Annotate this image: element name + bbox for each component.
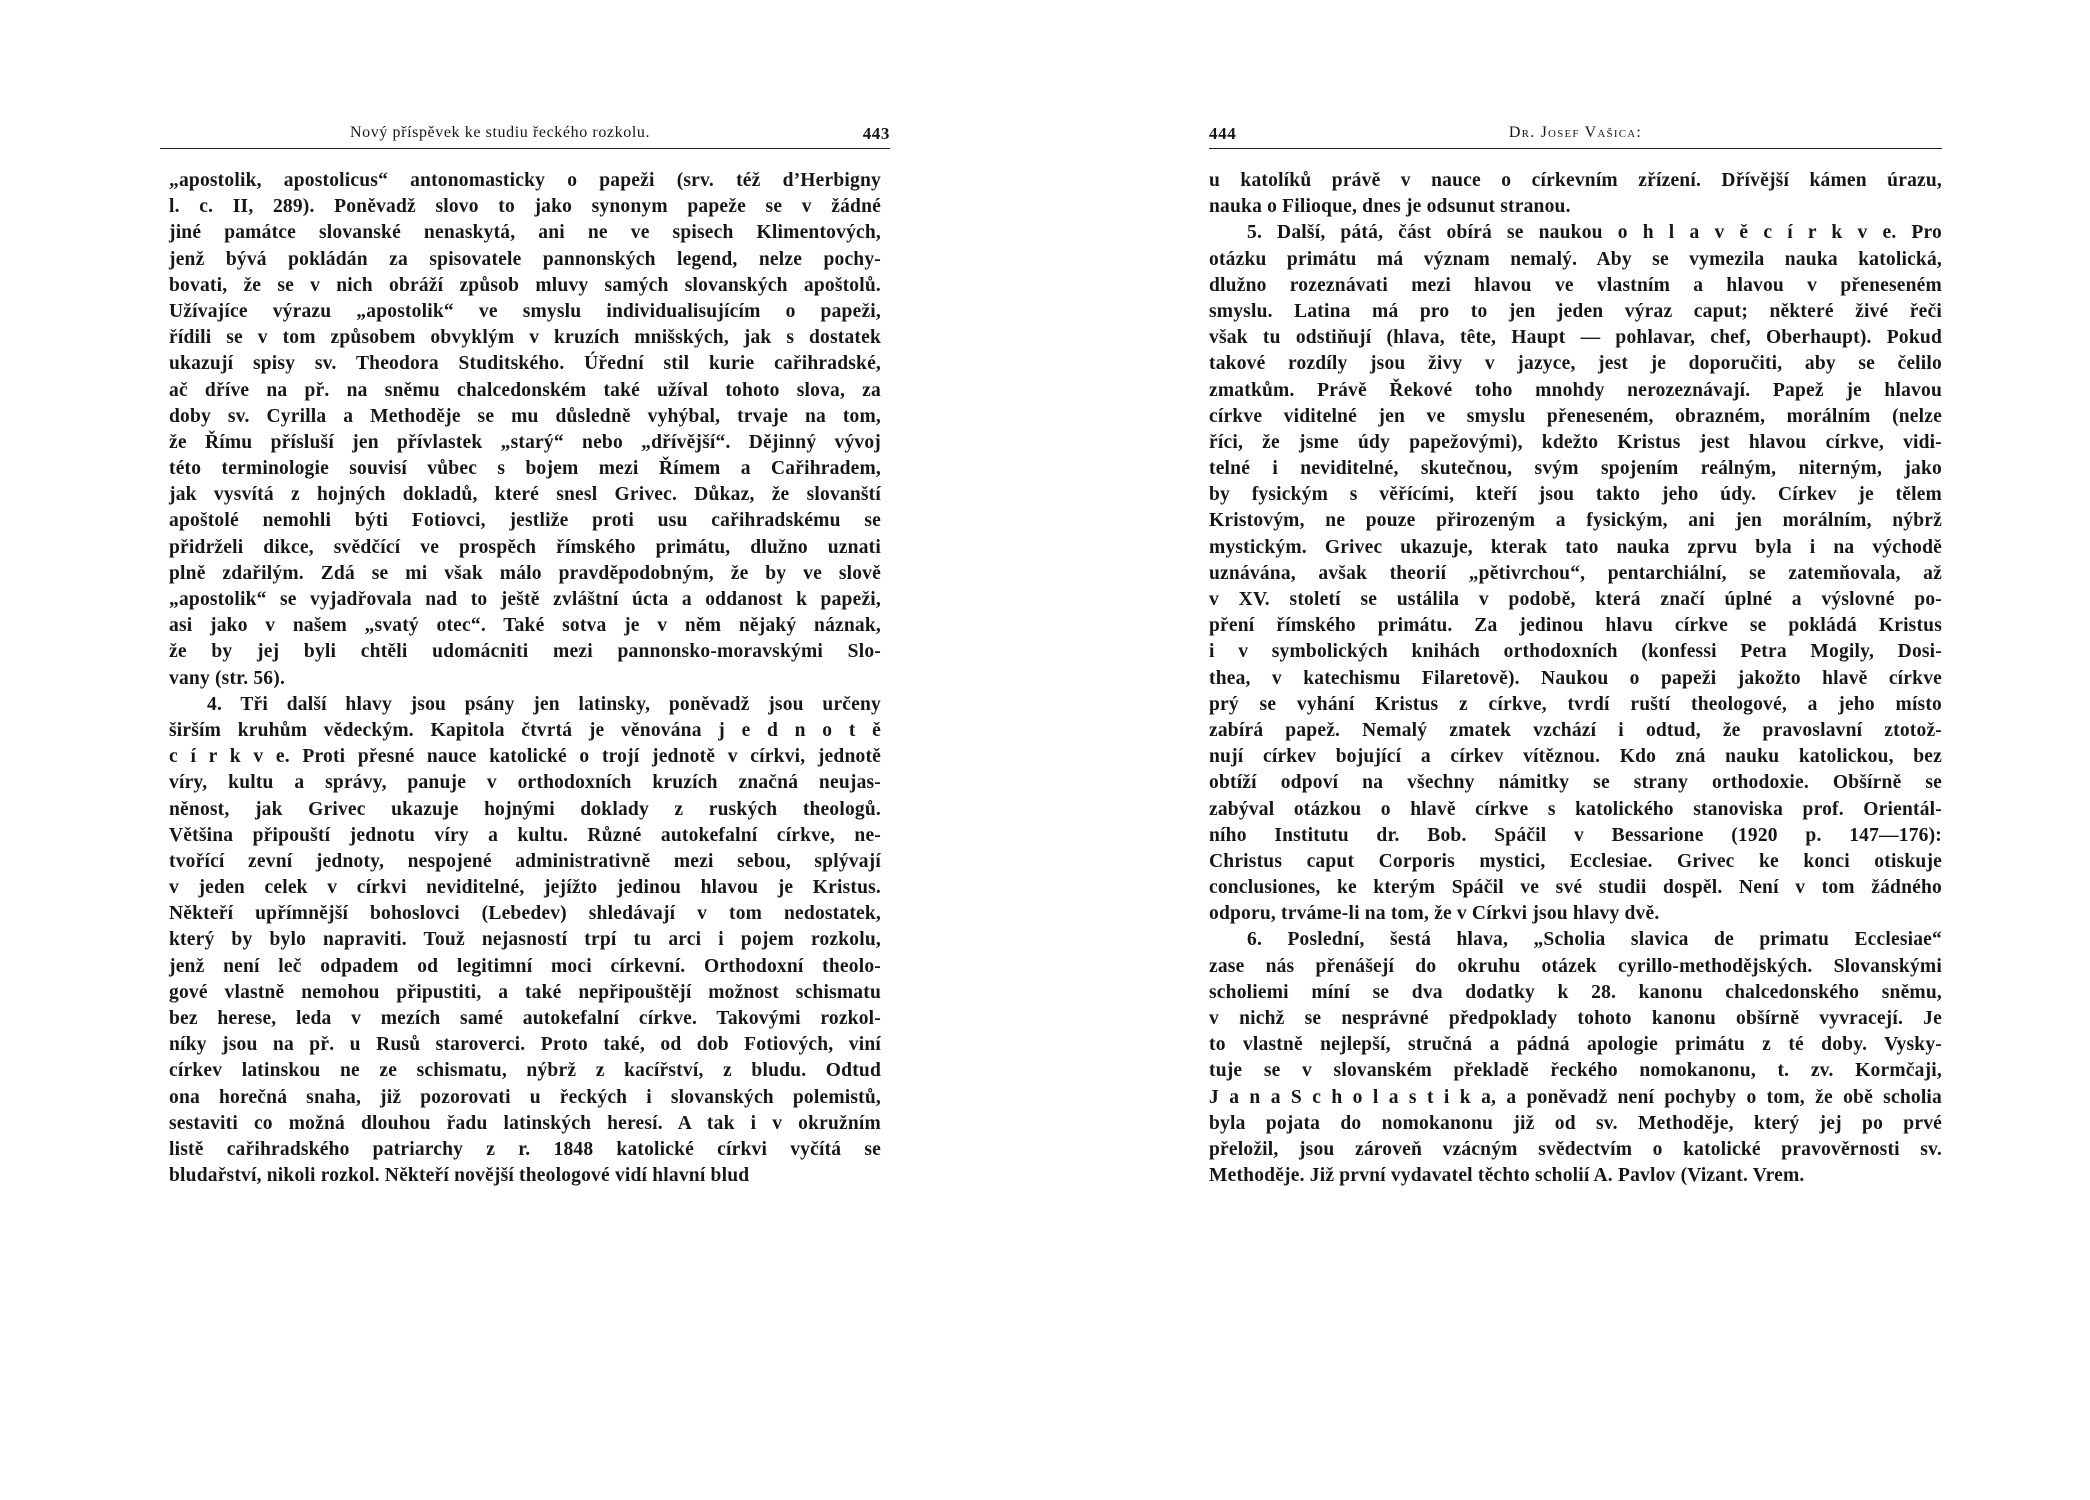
text-line: přeložil, jsou zároveň vzácným svědectvím o katolické pravověrnosti sv. xyxy=(1209,1138,1942,1160)
text-line: Christus caput Corporis mystici, Ecclesiae. Grivec ke konci otiskuje xyxy=(1209,850,1942,872)
text-line: gové vlastně nemohou připustiti, a také nepřipouštějí možnost schismatu xyxy=(169,981,881,1003)
text-line: ukazují spisy sv. Theodora Studitského. Úřední stil kurie cařihradské, xyxy=(169,353,881,375)
running-header xyxy=(1209,124,1942,148)
text-line: c í r k v e. Proti přesné nauce katolické o trojí jednotě v církvi, jednotě xyxy=(169,746,881,768)
text-line: sestaviti co možná dlouhou řadu latinských heresí. A tak i v okružním xyxy=(169,1112,881,1134)
text-line: „apostolik, apostolicus“ antonomasticky o papeži (srv. též d’Herbigny xyxy=(169,170,881,191)
text-line: i v symbolických knihách orthodoxních (konfessi Petra Mogily, Dosi- xyxy=(1209,641,1942,663)
text-line: apoštolé nemohli býti Fotiovci, jestliže proti usu cařihradskému se xyxy=(169,510,881,532)
text-line: Užívajíce výrazu „apostolik“ ve smyslu individualisujícím o papeži, xyxy=(169,300,881,322)
text-line: v jeden celek v církvi neviditelné, jejížto jedinou hlavou je Kristus. xyxy=(169,877,881,899)
text-line: telné i neviditelné, skutečnou, svým spojením reálným, niterným, jako xyxy=(1209,458,1942,480)
text-line: uznávána, avšak theorií „pětivrchou“, pentarchiální, se zatemňovala, až xyxy=(1209,562,1942,584)
text-line: že Římu přísluší jen přívlastek „starý“ nebo „dřívější“. Dějinný vývoj xyxy=(169,431,881,453)
text-line: prý se vyhání Kristus z církve, tvrdí ruští theologové, a jeho místo xyxy=(1209,693,1942,715)
header-rule xyxy=(1209,148,1942,149)
text-line: dlužno rozeznávati mezi hlavou ve vlastním a hlavou v přeneseném xyxy=(1209,274,1942,296)
text-line: bez herese, leda v mezích samé autokefalní církve. Takovými rozkol- xyxy=(169,1008,881,1029)
text-line: církve viditelné jen ve smyslu přeneseném, obrazném, morálním (nelze xyxy=(1209,405,1942,427)
text-line: jenž není leč odpadem od legitimní moci církevní. Orthodoxní theolo- xyxy=(169,955,881,977)
text-line: tvořící zevní jednoty, nespojené administrativně mezi sebou, splývají xyxy=(169,850,881,872)
text-line: říci, že jsme údy papežovými), kdežto Kristus jest hlavou církve, vidi- xyxy=(1209,431,1942,453)
text-line: listě cařihradského patriarchy z r. 1848 katolické církvi vyčítá se xyxy=(169,1138,881,1160)
page-number: 444 xyxy=(1209,124,1237,143)
text-line: byla pojata do nomokanonu již od sv. Methoděje, který jej po prvé xyxy=(1209,1112,1942,1134)
text-line: doby sv. Cyrilla a Methoděje se mu důsledně vyhýbal, trvaje na tom, xyxy=(169,405,881,427)
text-line: smyslu. Latina má pro to jen jeden výraz caput; některé živé řeči xyxy=(1209,300,1942,322)
text-line: u katolíků právě v nauce o církevním zřízení. Dřívější kámen úrazu, xyxy=(1209,170,1942,191)
text-line: víry, kultu a správy, panuje v orthodoxních kruzích značná neujas- xyxy=(169,772,881,794)
text-line: širším kruhům vědeckým. Kapitola čtvrtá je věnována j e d n o t ě xyxy=(169,719,881,741)
text-line: církev latinskou ne ze schismatu, nýbrž z kacířství, z bludu. Odtud xyxy=(169,1060,881,1082)
text-line: ač dříve na př. na sněmu chalcedonském také užíval tohoto slova, za xyxy=(169,379,881,401)
running-header xyxy=(160,124,890,148)
text-line: přidrželi dikce, svědčící ve prospěch římského primátu, dlužno uznati xyxy=(169,536,881,558)
text-line: conclusiones, ke kterým Spáčil ve své studii dospěl. Není v tom žádného xyxy=(1209,877,1942,899)
running-title: Dr. Josef Vašica: xyxy=(1508,124,1643,141)
text-line: takové rozdíly jsou živy v jazyce, jest je doporučiti, aby se čelilo xyxy=(1209,353,1942,375)
text-line: bludařství, nikoli rozkol. Někteří novější theologové vidí hlavní blud xyxy=(169,1165,750,1187)
text-line: zabýval otázkou o hlavě církve s katolického stanoviska prof. Orientál- xyxy=(1209,798,1942,820)
text-line: Někteří upřímnější bohoslovci (Lebedev) shledávají v tom nedostatek, xyxy=(169,903,881,925)
text-line: níky jsou na př. u Rusů staroverci. Proto také, od dob Fotiových, viní xyxy=(169,1034,881,1056)
text-line: odporu, trváme-li na tom, že v Církvi jsou hlavy dvě. xyxy=(1209,903,1660,925)
text-line: l. c. II, 289). Poněvadž slovo to jako synonym papeže se v žádné xyxy=(169,196,881,218)
text-line: který by bylo napraviti. Touž nejasností trpí tu arci i pojem rozkolu, xyxy=(169,929,881,951)
text-line: otázku primátu má význam nemalý. Aby se vymezila nauka katolická, xyxy=(1209,248,1942,270)
text-line: jenž bývá pokládán za spisovatele pannonských legend, nelze pochy- xyxy=(169,248,881,270)
text-line: by fysickým s věřícími, kteří jsou takto jeho údy. Církev je tělem xyxy=(1209,484,1942,506)
text-line: řídili se v tom způsobem obvyklým v kruzích mnišských, jak s dostatek xyxy=(169,327,881,349)
text-line: pření římského primátu. Za jedinou hlavu církve se pokládá Kristus xyxy=(1209,615,1942,637)
text-line: v XV. století se ustálila v podobě, která značí úplné a výslovné po- xyxy=(1209,589,1942,610)
text-line: to vlastně nejlepší, stručná a pádná apologie primátu z té doby. Vysky- xyxy=(1209,1034,1942,1056)
text-line: že by jej byli chtěli udomácniti mezi pannonsko-moravskými Slo- xyxy=(169,641,881,663)
text-line: J a n a S c h o l a s t i k a, a poněvadž není pochyby o tom, že obě scholia xyxy=(1209,1086,1942,1108)
body-text xyxy=(169,168,881,1189)
text-line: bovati, že se v nich obráží způsob mluvy samých slovanských apoštolů. xyxy=(169,274,881,296)
text-line: této terminologie souvisí vůbec s bojem mezi Římem a Cařihradem, xyxy=(169,458,881,480)
text-line: zmatkům. Právě Řekové toho mnohdy nerozeznávají. Papež je hlavou xyxy=(1209,379,1942,401)
text-line: ona horečná snaha, již pozorovati u řeckých i slovanských polemistů, xyxy=(169,1086,881,1108)
header-rule xyxy=(160,148,890,149)
text-line: obtíží odpoví na všechny námitky se strany orthodoxie. Obšírně se xyxy=(1209,772,1942,794)
text-line: nují církev bojující a církev vítěznou. Kdo zná nauku katolickou, bez xyxy=(1209,746,1942,768)
running-title: Nový příspěvek ke studiu řeckého rozkolu. xyxy=(350,124,651,141)
text-line: Methoděje. Již první vydavatel těchto scholií A. Pavlov (Vizant. Vrem. xyxy=(1209,1165,1805,1187)
text-line: však tu odstiňují (hlava, tête, Haupt — pohlavar, chef, Oberhaupt). Pokud xyxy=(1209,327,1942,349)
text-line: vany (str. 56). xyxy=(169,667,286,689)
text-line: mystickým. Grivec ukazuje, kterak tato nauka zprvu byla i na východě xyxy=(1209,536,1942,558)
text-line: v nichž se nesprávné předpoklady tohoto kanonu obšírně vyvracejí. Je xyxy=(1209,1008,1942,1029)
text-line: jak vysvítá z hojných dokladů, které snesl Grivec. Důkaz, že slovanští xyxy=(169,484,881,506)
right-page xyxy=(1045,0,2090,1500)
text-line: 6. Poslední, šestá hlava, „Scholia slavica de primatu Ecclesiae“ xyxy=(1247,929,1942,951)
text-line: Většina připouští jednotu víry a kultu. Různé autokefalní církve, ne- xyxy=(169,824,881,846)
text-line: 5. Další, pátá, část obírá se naukou o h l a v ě c í r k v e. Pro xyxy=(1247,222,1942,244)
text-line: „apostolik“ se vyjadřovala nad to ještě zvláštní úcta a oddanost k papeži, xyxy=(169,589,881,610)
text-line: nauka o Filioque, dnes je odsunut stranou. xyxy=(1209,196,1571,218)
body-text xyxy=(1209,168,1942,1189)
text-line: plně zdařilým. Zdá se mi však málo pravděpodobným, že by ve slově xyxy=(169,562,881,584)
text-line: 4. Tři další hlavy jsou psány jen latinsky, poněvadž jsou určeny xyxy=(207,693,881,715)
text-line: jiné památce slovanské nenaskytá, ani ne ve spisech Klimentových, xyxy=(169,222,881,244)
text-line: zabírá papež. Nemalý zmatek vzchází i odtud, že pravoslavní ztotož- xyxy=(1209,719,1942,741)
text-line: asi jako v našem „svatý otec“. Také sotva je v něm nějaký náznak, xyxy=(169,615,881,637)
text-line: thea, v katechismu Filaretově). Naukou o papeži jakožto hlavě církve xyxy=(1209,667,1942,689)
text-line: scholiemi míní se dva dodatky k 28. kanonu chalcedonského sněmu, xyxy=(1209,981,1942,1003)
text-line: něnost, jak Grivec ukazuje hojnými doklady z ruských theologů. xyxy=(169,798,881,820)
text-line: zase nás přenášejí do okruhu otázek cyrillo-methodějských. Slovanskými xyxy=(1209,955,1942,977)
text-line: tuje se v slovanském překladě řeckého nomokanonu, t. zv. Kormčaji, xyxy=(1209,1060,1942,1082)
text-line: Kristovým, ne pouze přirozeným a fysickým, ani jen morálním, nýbrž xyxy=(1209,510,1942,532)
text-line: ního Institutu dr. Bob. Spáčil v Bessarione (1920 p. 147—176): xyxy=(1209,824,1942,846)
page-number: 443 xyxy=(862,124,890,143)
